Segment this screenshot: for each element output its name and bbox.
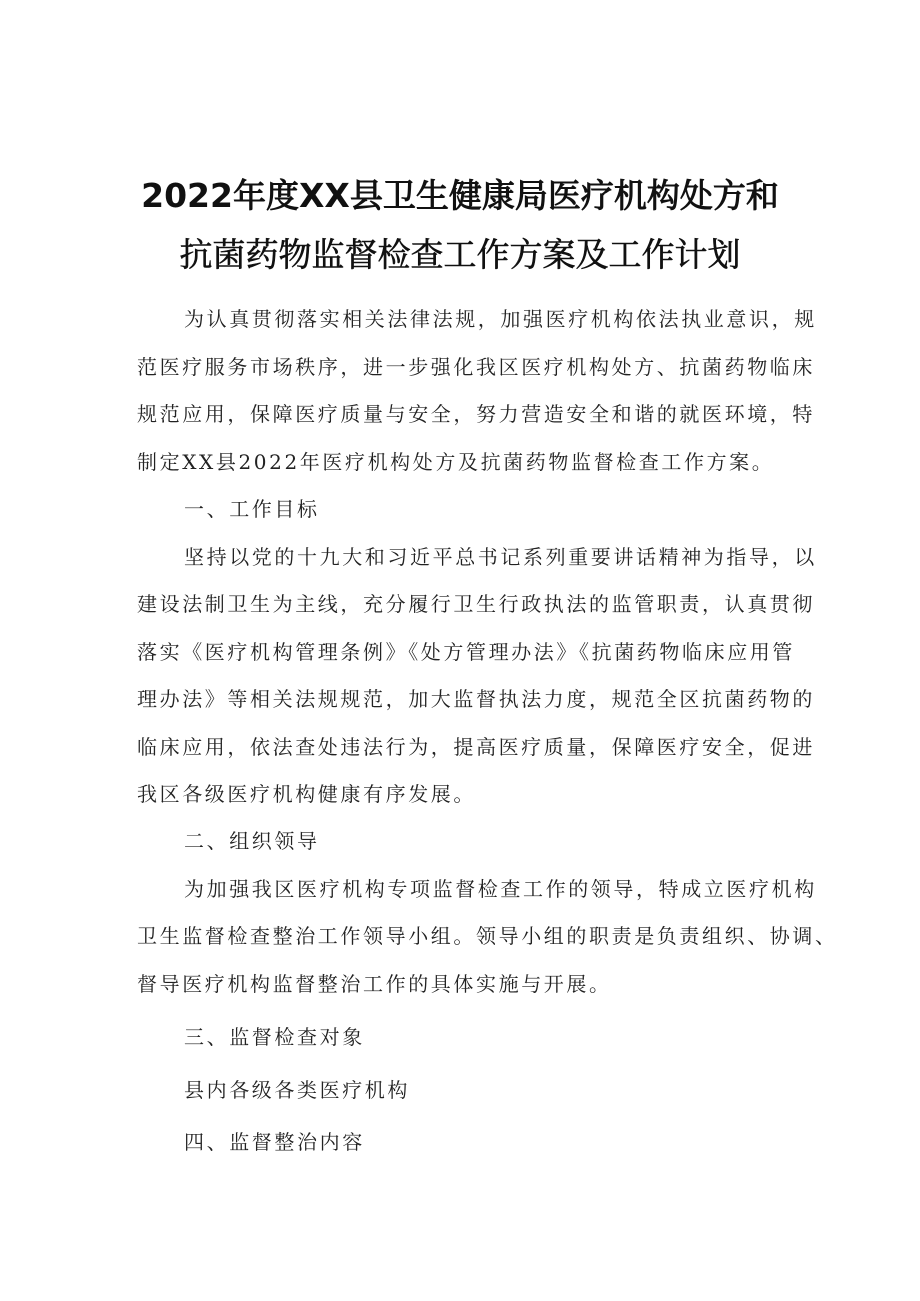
document-title-line-2: 抗菌药物监督检查工作方案及工作计划 <box>179 235 741 274</box>
document-title-line-1: 2022年度XX县卫生健康局医疗机构处方和 <box>141 176 779 215</box>
paragraph-intro-line: 规范应用，保障医疗质量与安全，努力营造安全和谐的就医环境，特 <box>137 402 815 426</box>
paragraph-goals-line: 理办法》等相关法规规范，加大监督执法力度，规范全区抗菌药物的 <box>137 687 815 711</box>
paragraph-leadership-line: 督导医疗机构监督整治工作的具体实施与开展。 <box>137 972 612 996</box>
paragraph-intro-line: 制定XX县2022年医疗机构处方及抗菌药物监督检查工作方案。 <box>137 450 775 474</box>
section-heading-leadership: 二、组织领导 <box>184 829 320 853</box>
paragraph-leadership-line: 为加强我区医疗机构专项监督检查工作的领导，特成立医疗机构 <box>184 877 817 901</box>
paragraph-goals-line: 落实《医疗机构管理条例》《处方管理办法》《抗菌药物临床应用管 <box>137 640 795 664</box>
paragraph-goals-line: 临床应用，依法查处违法行为，提高医疗质量，保障医疗安全，促进 <box>137 735 815 759</box>
paragraph-targets: 县内各级各类医疗机构 <box>184 1078 410 1102</box>
paragraph-goals-line: 坚持以党的十九大和习近平总书记系列重要讲话精神为指导，以 <box>184 545 817 569</box>
section-heading-goals: 一、工作目标 <box>184 497 320 521</box>
paragraph-goals-line: 我区各级医疗机构健康有序发展。 <box>137 782 476 806</box>
paragraph-goals-line: 建设法制卫生为主线，充分履行卫生行政执法的监管职责，认真贯彻 <box>137 592 815 616</box>
section-heading-targets: 三、监督检查对象 <box>184 1025 365 1049</box>
paragraph-intro-line: 范医疗服务市场秩序，进一步强化我区医疗机构处方、抗菌药物临床 <box>137 355 815 379</box>
section-heading-contents: 四、监督整治内容 <box>184 1130 365 1154</box>
paragraph-intro-line: 为认真贯彻落实相关法律法规，加强医疗机构依法执业意识，规 <box>184 307 817 331</box>
paragraph-leadership-line: 卫生监督检查整治工作领导小组。领导小组的职责是负责组织、协调、 <box>137 924 838 948</box>
